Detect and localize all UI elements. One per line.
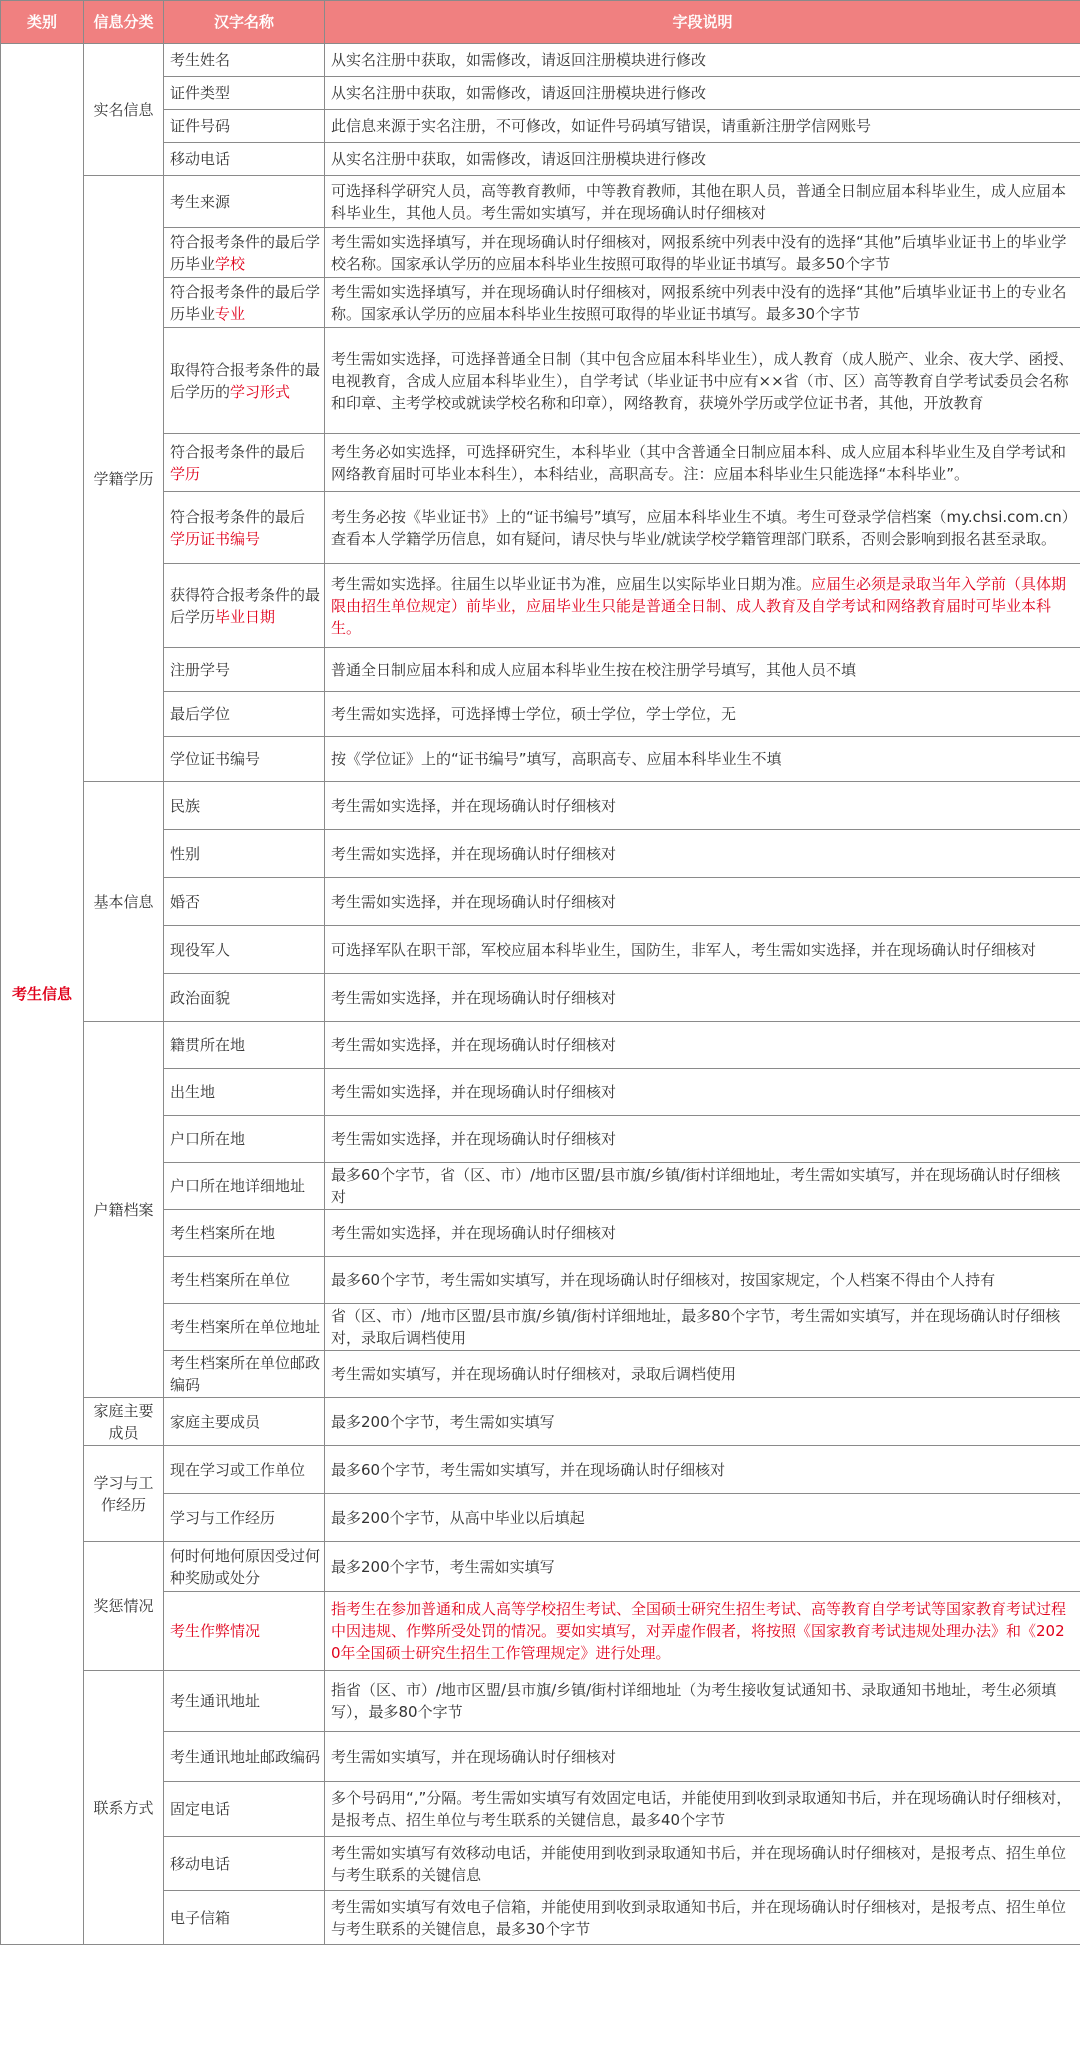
table-body: [1, 44, 1080, 1945]
header-field-name: 汉字名称: [164, 1, 325, 44]
section-title: 家庭主要成员: [84, 1398, 164, 1446]
field-desc: 考生需如实选择填写，并在现场确认时仔细核对，网报系统中列表中没有的选择“其他”后填毕业证书上的专业名称。国家承认学历的应届本科毕业生按照可取得的毕业证书填写。最多30个字节: [325, 278, 1080, 328]
field-desc: 此信息来源于实名注册，不可修改，如证件号码填写错误，请重新注册学信网账号: [325, 110, 1080, 143]
table-row: [1, 176, 1080, 228]
field-desc: 考生需如实选择。往届生以毕业证书为准，应届生以实际毕业日期为准。应届生必须是录取当年入学前（具体期限由招生单位规定）前毕业，应届毕业生只能是普通全日制、成人教育及自学考试和网络教育届时可毕业本科生。: [325, 564, 1080, 648]
field-desc: 考生需如实填写，并在现场确认时仔细核对，录取后调档使用: [325, 1351, 1080, 1398]
field-desc: 考生需如实填写有效移动电话，并能使用到收到录取通知书后，并在现场确认时仔细核对，是报考点、招生单位与考生联系的关键信息: [325, 1837, 1080, 1891]
section-title: 户籍档案: [84, 1022, 164, 1398]
field-name: 考生来源: [164, 176, 325, 228]
field-name: 考生姓名: [164, 44, 325, 77]
field-desc: 按《学位证》上的“证书编号”填写，高职高专、应届本科毕业生不填: [325, 737, 1080, 782]
field-name: 注册学号: [164, 648, 325, 692]
field-desc: 最多60个字节，省（区、市）/地市区盟/县市旗/乡镇/街村详细地址，考生需如实填写，并在现场确认时仔细核对: [325, 1163, 1080, 1210]
field-name: 取得符合报考条件的最后学历的学习形式: [164, 328, 325, 434]
field-desc: 考生需如实选择，并在现场确认时仔细核对: [325, 1116, 1080, 1163]
section-title: 学习与工作经历: [84, 1446, 164, 1542]
header-field-desc: 字段说明: [325, 1, 1080, 44]
field-name: 户口所在地: [164, 1116, 325, 1163]
field-name: 家庭主要成员: [164, 1398, 325, 1446]
field-name: 考生档案所在地: [164, 1210, 325, 1257]
category-cell: 考生信息: [1, 44, 84, 1945]
field-desc: 考生需如实选择，可选择博士学位，硕士学位，学士学位，无: [325, 692, 1080, 737]
field-name: 考生档案所在单位地址: [164, 1304, 325, 1351]
field-desc: 从实名注册中获取，如需修改，请返回注册模块进行修改: [325, 77, 1080, 110]
field-name: 现役军人: [164, 926, 325, 974]
field-name: 电子信箱: [164, 1891, 325, 1945]
field-name: 符合报考条件的最后学历: [164, 434, 325, 492]
field-name: 固定电话: [164, 1782, 325, 1837]
field-desc: 考生需如实选择，并在现场确认时仔细核对: [325, 1210, 1080, 1257]
field-desc: 考生务必如实选择，可选择研究生，本科毕业（其中含普通全日制应届本科、成人应届本科毕业生及自学考试和网络教育届时可毕业本科生），本科结业，高职高专。注：应届本科毕业生只能选择“本科毕业”。: [325, 434, 1080, 492]
field-desc: 省（区、市）/地市区盟/县市旗/乡镇/街村详细地址，最多80个字节，考生需如实填写，并在现场确认时仔细核对，录取后调档使用: [325, 1304, 1080, 1351]
field-desc: 考生需如实选择，并在现场确认时仔细核对: [325, 782, 1080, 830]
field-name: 移动电话: [164, 1837, 325, 1891]
field-desc: 考生务必按《毕业证书》上的“证书编号”填写，应届本科毕业生不填。考生可登录学信档案（my.chsi.com.cn）查看本人学籍学历信息，如有疑问，请尽快与毕业/就读学校学籍管理部门联系，否则会影响到报名甚至录取。: [325, 492, 1080, 564]
field-name: 何时何地何原因受过何种奖励或处分: [164, 1542, 325, 1592]
field-desc: 最多200个字节，考生需如实填写: [325, 1398, 1080, 1446]
field-name: 证件类型: [164, 77, 325, 110]
field-desc: 从实名注册中获取，如需修改，请返回注册模块进行修改: [325, 143, 1080, 176]
field-desc: 考生需如实填写有效电子信箱，并能使用到收到录取通知书后，并在现场确认时仔细核对，是报考点、招生单位与考生联系的关键信息，最多30个字节: [325, 1891, 1080, 1945]
header-category: 类别: [1, 1, 84, 44]
field-name: 符合报考条件的最后学历毕业专业: [164, 278, 325, 328]
field-desc: 最多200个字节，考生需如实填写: [325, 1542, 1080, 1592]
field-desc: 考生需如实选择，并在现场确认时仔细核对: [325, 878, 1080, 926]
field-name: 考生作弊情况: [164, 1592, 325, 1671]
field-name: 性别: [164, 830, 325, 878]
table-row: [1, 1671, 1080, 1732]
field-desc: 最多60个字节，考生需如实填写，并在现场确认时仔细核对，按国家规定，个人档案不得由个人持有: [325, 1257, 1080, 1304]
field-desc: 考生需如实选择，可选择普通全日制（其中包含应届本科毕业生），成人教育（成人脱产、业余、夜大学、函授、电视教育，含成人应届本科毕业生），自学考试（毕业证书中应有××省（市、区）高等教育自学考试委员会名称和印章、主考学校或就读学校名称和印章），网络教育，获境外学历或学位证书者，其他，开放教育: [325, 328, 1080, 434]
section-title: 奖惩情况: [84, 1542, 164, 1671]
field-desc: 考生需如实选择，并在现场确认时仔细核对: [325, 974, 1080, 1022]
table-row: [1, 1398, 1080, 1446]
field-desc: 最多200个字节，从高中毕业以后填起: [325, 1494, 1080, 1542]
field-name: 学位证书编号: [164, 737, 325, 782]
field-desc: 多个号码用“,”分隔。考生需如实填写有效固定电话，并能使用到收到录取通知书后，并在现场确认时仔细核对，是报考点、招生单位与考生联系的关键信息，最多40个字节: [325, 1782, 1080, 1837]
section-title: 学籍学历: [84, 176, 164, 782]
field-name: 获得符合报考条件的最后学历毕业日期: [164, 564, 325, 648]
header-info-class: 信息分类: [84, 1, 164, 44]
field-desc: 普通全日制应届本科和成人应届本科毕业生按在校注册学号填写，其他人员不填: [325, 648, 1080, 692]
field-name: 民族: [164, 782, 325, 830]
field-desc: 从实名注册中获取，如需修改，请返回注册模块进行修改: [325, 44, 1080, 77]
table-row: [1, 782, 1080, 830]
field-name: 婚否: [164, 878, 325, 926]
field-desc: 可选择科学研究人员，高等教育教师，中等教育教师，其他在职人员，普通全日制应届本科毕业生，成人应届本科毕业生，其他人员。考生需如实填写，并在现场确认时仔细核对: [325, 176, 1080, 228]
field-name: 符合报考条件的最后学历毕业学校: [164, 228, 325, 278]
field-name: 考生档案所在单位: [164, 1257, 325, 1304]
table-row: [1, 1446, 1080, 1494]
table-row: [1, 44, 1080, 77]
field-desc: 考生需如实选择，并在现场确认时仔细核对: [325, 1022, 1080, 1069]
field-name: 最后学位: [164, 692, 325, 737]
field-name: 考生档案所在单位邮政编码: [164, 1351, 325, 1398]
section-title: 实名信息: [84, 44, 164, 176]
field-name: 考生通讯地址: [164, 1671, 325, 1732]
section-title: 联系方式: [84, 1671, 164, 1945]
field-desc: 考生需如实选择，并在现场确认时仔细核对: [325, 1069, 1080, 1116]
field-name: 移动电话: [164, 143, 325, 176]
table-row: [1, 1542, 1080, 1592]
field-name: 符合报考条件的最后学历证书编号: [164, 492, 325, 564]
section-title: 基本信息: [84, 782, 164, 1022]
field-desc: 考生需如实选择填写，并在现场确认时仔细核对，网报系统中列表中没有的选择“其他”后填毕业证书上的毕业学校名称。国家承认学历的应届本科毕业生按照可取得的毕业证书填写。最多50个字节: [325, 228, 1080, 278]
field-name: 证件号码: [164, 110, 325, 143]
field-name: 现在学习或工作单位: [164, 1446, 325, 1494]
field-desc: 指考生在参加普通和成人高等学校招生考试、全国硕士研究生招生考试、高等教育自学考试等国家教育考试过程中因违规、作弊所受处罚的情况。要如实填写，对弄虚作假者，将按照《国家教育考试违规处理办法》和《2020年全国硕士研究生招生工作管理规定》进行处理。: [325, 1592, 1080, 1671]
field-name: 学习与工作经历: [164, 1494, 325, 1542]
field-name: 出生地: [164, 1069, 325, 1116]
field-name: 籍贯所在地: [164, 1022, 325, 1069]
field-desc: 考生需如实选择，并在现场确认时仔细核对: [325, 830, 1080, 878]
field-name: 政治面貌: [164, 974, 325, 1022]
field-desc: 指省（区、市）/地市区盟/县市旗/乡镇/街村详细地址（为考生接收复试通知书、录取通知书地址，考生必须填写），最多80个字节: [325, 1671, 1080, 1732]
field-desc: 可选择军队在职干部，军校应届本科毕业生，国防生，非军人，考生需如实选择，并在现场确认时仔细核对: [325, 926, 1080, 974]
field-desc: 考生需如实填写，并在现场确认时仔细核对: [325, 1732, 1080, 1782]
field-name: 户口所在地详细地址: [164, 1163, 325, 1210]
field-name: 考生通讯地址邮政编码: [164, 1732, 325, 1782]
field-desc: 最多60个字节，考生需如实填写，并在现场确认时仔细核对: [325, 1446, 1080, 1494]
table-row: [1, 1022, 1080, 1069]
table-header-row: [1, 1, 1080, 44]
